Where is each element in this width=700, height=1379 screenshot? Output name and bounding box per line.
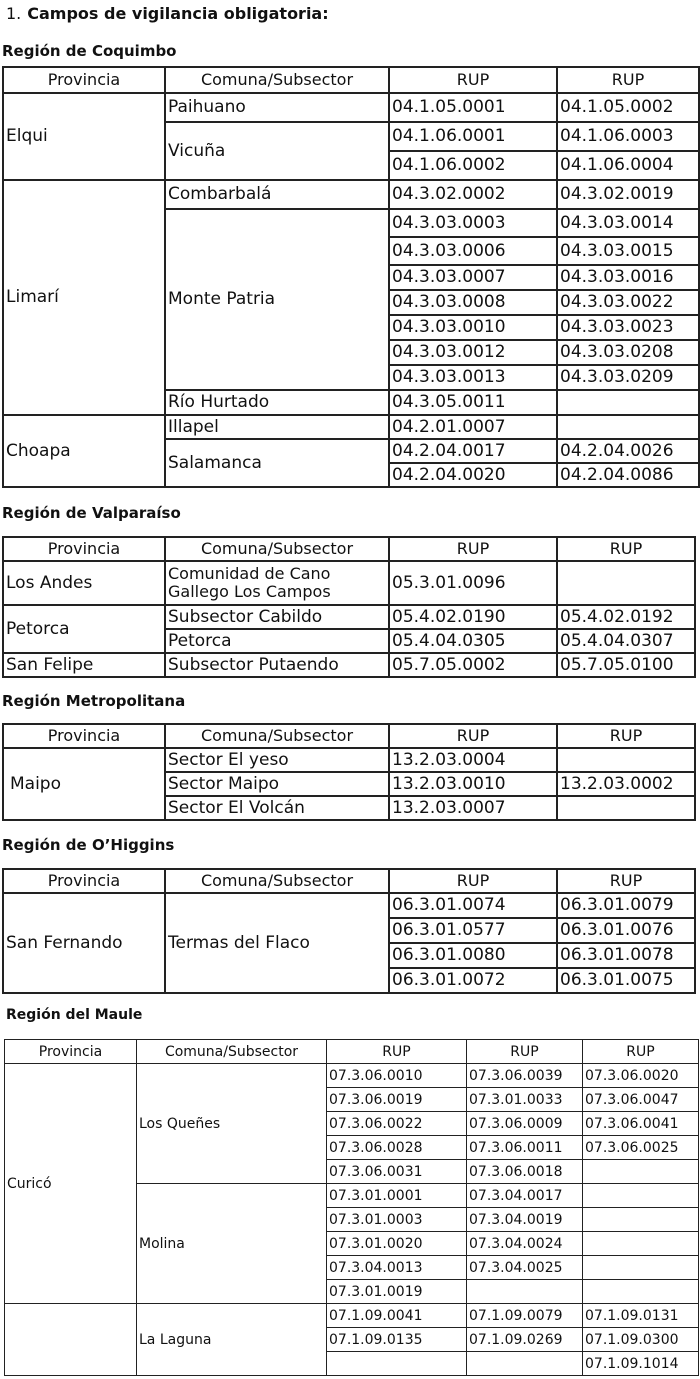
rup-cell: 07.3.06.0019 xyxy=(327,1088,467,1112)
rup-cell xyxy=(467,1280,583,1304)
header-rup: RUP xyxy=(557,67,699,93)
header-rup: RUP xyxy=(389,724,557,748)
header-provincia: Provincia xyxy=(3,537,165,561)
rup-cell: 06.3.01.0076 xyxy=(557,918,695,943)
rup-cell: 07.3.04.0024 xyxy=(467,1232,583,1256)
table-header-row xyxy=(3,869,695,893)
metropolitana-table xyxy=(2,723,696,821)
rup-cell: 04.2.04.0086 xyxy=(557,463,699,487)
comuna-cell: Sector El Volcán xyxy=(165,796,389,820)
comuna-cell: La Laguna xyxy=(137,1304,327,1376)
table-row xyxy=(5,1304,699,1328)
rup-cell: 04.3.03.0208 xyxy=(557,340,699,365)
rup-cell: 04.3.03.0023 xyxy=(557,315,699,340)
header-rup: RUP xyxy=(389,67,557,93)
table-row xyxy=(3,180,699,209)
rup-cell: 06.3.01.0078 xyxy=(557,943,695,968)
comuna-cell: Vicuña xyxy=(165,122,389,180)
rup-cell: 07.3.06.0011 xyxy=(467,1136,583,1160)
header-comuna: Comuna/Subsector xyxy=(165,67,389,93)
rup-cell: 13.2.03.0004 xyxy=(389,748,557,772)
header-comuna: Comuna/Subsector xyxy=(165,869,389,893)
rup-cell xyxy=(583,1184,699,1208)
comuna-cell: Salamanca xyxy=(165,439,389,487)
provincia-cell: Limarí xyxy=(3,180,165,415)
rup-cell: 04.3.03.0015 xyxy=(557,237,699,265)
section-title: Campos de vigilancia obligatoria: xyxy=(27,4,329,23)
rup-cell: 06.3.01.0079 xyxy=(557,893,695,918)
rup-cell: 07.3.06.0009 xyxy=(467,1112,583,1136)
rup-cell: 05.4.04.0307 xyxy=(557,629,695,653)
rup-cell: 07.3.01.0019 xyxy=(327,1280,467,1304)
rup-cell: 04.1.06.0004 xyxy=(557,151,699,180)
rup-cell xyxy=(583,1208,699,1232)
rup-cell: 04.3.03.0010 xyxy=(389,315,557,340)
rup-cell: 06.3.01.0080 xyxy=(389,943,557,968)
rup-cell: 04.1.05.0001 xyxy=(389,93,557,122)
comuna-cell: Subsector Cabildo xyxy=(165,605,389,629)
rup-cell: 07.1.09.0135 xyxy=(327,1328,467,1352)
rup-cell: 07.3.01.0003 xyxy=(327,1208,467,1232)
provincia-cell xyxy=(5,1304,137,1376)
region-title-coquimbo: Región de Coquimbo xyxy=(2,42,177,60)
rup-cell: 07.3.06.0041 xyxy=(583,1112,699,1136)
table-row xyxy=(3,415,699,439)
comuna-cell: Los Queñes xyxy=(137,1064,327,1184)
rup-cell xyxy=(583,1232,699,1256)
rup-cell: 07.3.06.0047 xyxy=(583,1088,699,1112)
table-header-row xyxy=(3,724,695,748)
rup-cell: 07.1.09.0079 xyxy=(467,1304,583,1328)
rup-cell: 07.3.06.0039 xyxy=(467,1064,583,1088)
provincia-cell: Choapa xyxy=(3,415,165,487)
rup-cell: 05.7.05.0002 xyxy=(389,653,557,677)
provincia-cell: Maipo xyxy=(3,748,165,820)
rup-cell: 07.3.06.0010 xyxy=(327,1064,467,1088)
table-row xyxy=(3,893,695,918)
rup-cell: 07.3.06.0020 xyxy=(583,1064,699,1088)
rup-cell xyxy=(557,561,695,605)
rup-cell: 07.1.09.1014 xyxy=(583,1352,699,1376)
header-comuna: Comuna/Subsector xyxy=(137,1040,327,1064)
rup-cell: 06.3.01.0072 xyxy=(389,968,557,993)
rup-cell xyxy=(557,796,695,820)
rup-cell: 07.3.04.0013 xyxy=(327,1256,467,1280)
rup-cell: 04.1.06.0003 xyxy=(557,122,699,151)
rup-cell: 07.3.06.0031 xyxy=(327,1160,467,1184)
table-header-row xyxy=(3,537,695,561)
ohiggins-table xyxy=(2,868,696,994)
rup-cell: 07.1.09.0131 xyxy=(583,1304,699,1328)
rup-cell: 07.3.01.0001 xyxy=(327,1184,467,1208)
table-row xyxy=(5,1064,699,1088)
header-rup: RUP xyxy=(557,537,695,561)
rup-cell: 04.3.02.0019 xyxy=(557,180,699,209)
header-provincia: Provincia xyxy=(3,869,165,893)
rup-cell: 07.3.01.0033 xyxy=(467,1088,583,1112)
comuna-cell: Sector Maipo xyxy=(165,772,389,796)
provincia-cell: San Fernando xyxy=(3,893,165,993)
rup-cell: 04.3.03.0209 xyxy=(557,365,699,390)
rup-cell: 06.3.01.0074 xyxy=(389,893,557,918)
table-row xyxy=(3,93,699,122)
header-provincia: Provincia xyxy=(5,1040,137,1064)
valparaiso-table xyxy=(2,536,696,678)
rup-cell: 04.3.03.0014 xyxy=(557,209,699,237)
rup-cell xyxy=(557,390,699,415)
table-row xyxy=(3,605,695,629)
header-rup: RUP xyxy=(389,537,557,561)
coquimbo-table xyxy=(2,66,700,488)
maule-table xyxy=(4,1039,699,1376)
rup-cell: 05.4.02.0192 xyxy=(557,605,695,629)
header-rup: RUP xyxy=(583,1040,699,1064)
provincia-cell: Petorca xyxy=(3,605,165,653)
rup-cell: 04.3.03.0007 xyxy=(389,265,557,290)
rup-cell: 07.3.06.0022 xyxy=(327,1112,467,1136)
rup-cell: 05.7.05.0100 xyxy=(557,653,695,677)
rup-cell: 04.3.03.0012 xyxy=(389,340,557,365)
rup-cell: 05.4.04.0305 xyxy=(389,629,557,653)
rup-cell: 04.1.06.0002 xyxy=(389,151,557,180)
provincia-cell: Curicó xyxy=(5,1064,137,1304)
comuna-cell: Paihuano xyxy=(165,93,389,122)
rup-cell xyxy=(557,748,695,772)
rup-cell: 04.3.03.0016 xyxy=(557,265,699,290)
table-row xyxy=(3,561,695,605)
rup-cell: 04.3.03.0008 xyxy=(389,290,557,315)
rup-cell: 04.2.01.0007 xyxy=(389,415,557,439)
comuna-cell: Río Hurtado xyxy=(165,390,389,415)
comuna-cell: Combarbalá xyxy=(165,180,389,209)
provincia-cell: Los Andes xyxy=(3,561,165,605)
rup-cell xyxy=(583,1256,699,1280)
header-rup: RUP xyxy=(557,869,695,893)
provincia-cell: San Felipe xyxy=(3,653,165,677)
rup-cell xyxy=(583,1280,699,1304)
rup-cell xyxy=(583,1160,699,1184)
comuna-cell: Termas del Flaco xyxy=(165,893,389,993)
rup-cell: 07.3.04.0019 xyxy=(467,1208,583,1232)
comuna-cell: Illapel xyxy=(165,415,389,439)
rup-cell: 04.2.04.0017 xyxy=(389,439,557,463)
comuna-cell: Subsector Putaendo xyxy=(165,653,389,677)
rup-cell: 07.3.04.0017 xyxy=(467,1184,583,1208)
rup-cell: 06.3.01.0577 xyxy=(389,918,557,943)
rup-cell: 07.3.06.0025 xyxy=(583,1136,699,1160)
rup-cell: 04.3.02.0002 xyxy=(389,180,557,209)
rup-cell: 13.2.03.0010 xyxy=(389,772,557,796)
region-title-metropolitana: Región Metropolitana xyxy=(2,692,186,710)
comuna-cell: Monte Patria xyxy=(165,209,389,390)
header-comuna: Comuna/Subsector xyxy=(165,724,389,748)
table-header-row xyxy=(5,1040,699,1064)
header-rup: RUP xyxy=(467,1040,583,1064)
header-comuna: Comuna/Subsector xyxy=(165,537,389,561)
section-heading xyxy=(6,4,329,23)
rup-cell xyxy=(467,1352,583,1376)
rup-cell: 07.1.09.0041 xyxy=(327,1304,467,1328)
rup-cell xyxy=(327,1352,467,1376)
table-row xyxy=(3,748,695,772)
header-rup: RUP xyxy=(327,1040,467,1064)
rup-cell: 13.2.03.0007 xyxy=(389,796,557,820)
region-title-ohiggins: Región de O’Higgins xyxy=(2,836,175,854)
rup-cell: 07.1.09.0269 xyxy=(467,1328,583,1352)
rup-cell: 04.3.05.0011 xyxy=(389,390,557,415)
header-rup: RUP xyxy=(557,724,695,748)
rup-cell: 07.3.04.0025 xyxy=(467,1256,583,1280)
table-header-row xyxy=(3,67,699,93)
comuna-cell: Molina xyxy=(137,1184,327,1304)
rup-cell: 04.2.04.0020 xyxy=(389,463,557,487)
rup-cell: 07.1.09.0300 xyxy=(583,1328,699,1352)
header-provincia: Provincia xyxy=(3,67,165,93)
rup-cell: 04.3.03.0006 xyxy=(389,237,557,265)
rup-cell: 04.3.03.0003 xyxy=(389,209,557,237)
region-title-maule: Región del Maule xyxy=(6,1007,143,1023)
table-row xyxy=(3,653,695,677)
rup-cell: 05.4.02.0190 xyxy=(389,605,557,629)
rup-cell: 04.3.03.0013 xyxy=(389,365,557,390)
rup-cell: 07.3.06.0028 xyxy=(327,1136,467,1160)
rup-cell: 07.3.06.0018 xyxy=(467,1160,583,1184)
rup-cell: 13.2.03.0002 xyxy=(557,772,695,796)
rup-cell: 04.1.05.0002 xyxy=(557,93,699,122)
rup-cell: 07.3.01.0020 xyxy=(327,1232,467,1256)
rup-cell: 06.3.01.0075 xyxy=(557,968,695,993)
rup-cell: 04.3.03.0022 xyxy=(557,290,699,315)
comuna-cell: Comunidad de Cano Gallego Los Campos xyxy=(165,561,389,605)
comuna-cell: Sector El yeso xyxy=(165,748,389,772)
comuna-cell: Petorca xyxy=(165,629,389,653)
header-rup: RUP xyxy=(389,869,557,893)
rup-cell: 05.3.01.0096 xyxy=(389,561,557,605)
rup-cell: 04.2.04.0026 xyxy=(557,439,699,463)
section-number: 1. xyxy=(6,4,22,23)
rup-cell: 04.1.06.0001 xyxy=(389,122,557,151)
rup-cell xyxy=(557,415,699,439)
region-title-valparaiso: Región de Valparaíso xyxy=(2,504,181,522)
provincia-cell: Elqui xyxy=(3,93,165,180)
header-provincia: Provincia xyxy=(3,724,165,748)
